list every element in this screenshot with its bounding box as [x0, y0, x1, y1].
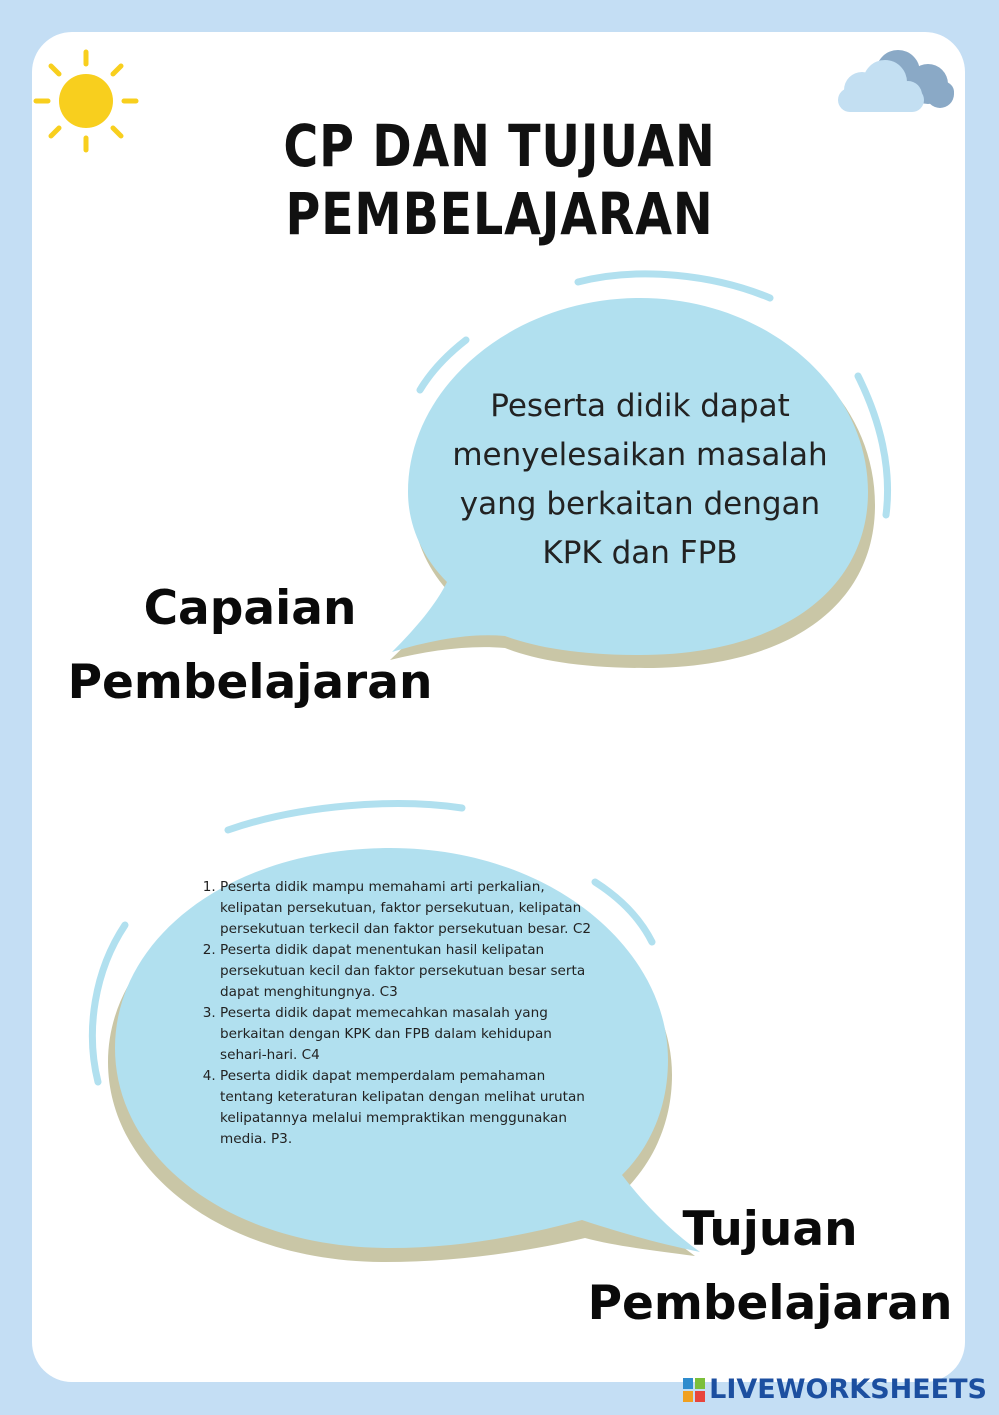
capaian-text-line: Peserta didik dapat: [490, 388, 790, 424]
capaian-text-line: yang berkaitan dengan: [459, 486, 821, 522]
capaian-text-line: menyelesaikan masalah: [452, 437, 828, 473]
tujuan-list: [200, 877, 600, 1150]
capaian-label-line2: Pembelajaran: [67, 655, 433, 710]
tujuan-label-line2: Pembelajaran: [587, 1276, 953, 1331]
list-item: 2. Peserta didik dapat menentukan hasil kelipatan persekutuan kecil dan faktor persekutuan besar serta dapat menghitungnya. C3: [220, 940, 600, 1003]
liveworksheets-brand[interactable]: [683, 1374, 987, 1405]
capaian-label-line1: Capaian: [143, 581, 357, 636]
cloud-icon: [838, 50, 954, 112]
tujuan-label-line1: Tujuan: [682, 1202, 858, 1257]
list-item: 3. Peserta didik dapat memecahkan masalah yang berkaitan dengan KPK dan FPB dalam kehidupan sehari-hari. C4: [220, 1003, 600, 1066]
list-item: 1. Peserta didik mampu memahami arti perkalian, kelipatan persekutuan, faktor persekutuan, kelipatan persekutuan terkecil dan faktor persekutuan besar. C2: [220, 877, 600, 940]
capaian-bubble-text: [430, 382, 850, 578]
list-item: 4. Peserta didik dapat memperdalam pemahaman tentang keteraturan kelipatan dengan melihat urutan kelipatannya melalui mempraktikan menggunakan media. P3.: [220, 1066, 600, 1150]
brand-name: LIVEWORKSHEETS: [709, 1374, 987, 1405]
capaian-text-line: KPK dan FPB: [542, 535, 738, 571]
tujuan-label: [575, 1193, 965, 1341]
capaian-label: [50, 572, 450, 720]
liveworksheets-logo-icon: [683, 1378, 705, 1402]
page-title: CP DAN TUJUAN PEMBELAJARAN: [283, 112, 716, 248]
